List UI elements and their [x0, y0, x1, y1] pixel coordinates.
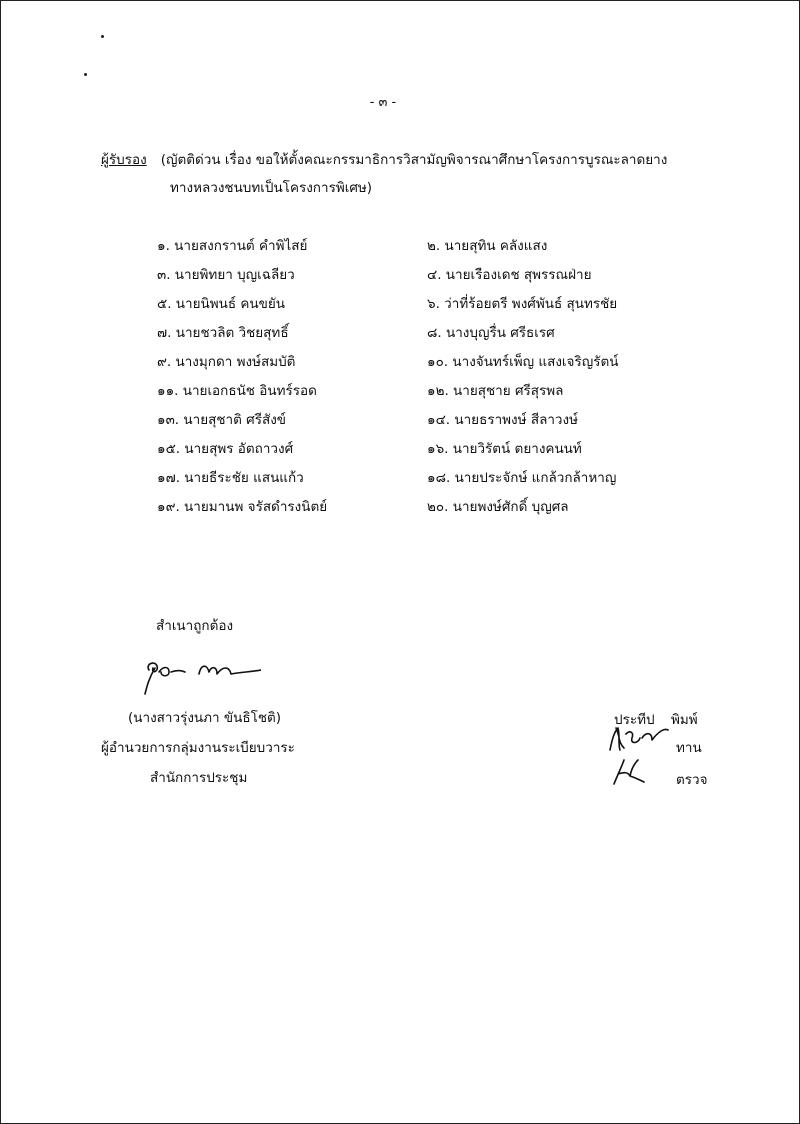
scan-speck: [101, 35, 104, 38]
typist-name: ประทีป: [614, 712, 655, 728]
signatory-item: ๑๒. นายสุชาย ศรีสุรพล: [427, 383, 564, 399]
signatory-item: ๑๑. นายเอกธนัช อินทร์รอด: [157, 383, 317, 399]
certifier-title: ผู้อำนวยการกลุ่มงานระเบียบวาระ: [101, 740, 295, 756]
signatory-item: ๙. นางมุกดา พงษ์สมบัติ: [157, 354, 296, 370]
typist-block: [614, 708, 764, 798]
signatory-item: ๖. ว่าที่ร้อยตรี พงศ์พันธ์ สุนทรชัย: [427, 296, 618, 312]
signatory-item: ๒. นายสุทิน คลังแสง: [427, 238, 548, 254]
signatory-item: ๘. นางบุญรื่น ศรีธเรศ: [427, 325, 555, 341]
signatory-item: ๑๙. นายมานพ จรัสดำรงนิตย์: [157, 499, 328, 515]
handwritten-signature: [141, 650, 261, 698]
signatory-item: ๕. นายนิพนธ์ คนขยัน: [157, 296, 286, 312]
signatory-item: ๑๐. นางจันทร์เพ็ญ แสงเจริญรัตน์: [427, 354, 619, 370]
signatory-item: ๑๔. นายธราพงษ์ สีลาวงษ์: [427, 412, 579, 428]
motion-description-continued: ทางหลวงชนบทเป็นโครงการพิเศษ): [170, 180, 373, 196]
typist-role: พิมพ์: [671, 712, 698, 728]
signatory-item: ๔. นายเรืองเดช สุพรรณฝ่าย: [427, 267, 592, 283]
signatory-item: ๑๖. นายวิรัตน์ ตยางคนนท์: [427, 441, 582, 457]
endorsers-label: ผู้รับรอง: [101, 152, 147, 168]
page-number: - ๓ -: [369, 95, 397, 110]
signatory-item: ๒๐. นายพงษ์ศักดิ์ บุญศล: [427, 499, 569, 515]
signatory-item: ๑๗. นายธีระชัย แสนแก้ว: [157, 470, 304, 486]
certifier-name: (นางสาวรุ่งนภา ขันธิโชติ): [128, 710, 282, 726]
proofread-label: ทาน: [676, 740, 702, 756]
signatory-item: ๓. นายพิทยา บุญเฉลียว: [157, 267, 295, 283]
handwritten-initials: [606, 724, 670, 752]
scan-speck: [84, 73, 87, 76]
motion-description: (ญัตติด่วน เรื่อง ขอให้ตั้งคณะกรรมาธิการวิสามัญพิจารณาศึกษาโครงการบูรณะลาดยาง: [160, 152, 668, 168]
certified-copy-label: สำเนาถูกต้อง: [156, 618, 234, 634]
handwritten-initials: [608, 756, 648, 786]
signatory-item: ๗. นายชวลิต วิชยสุทธิ์: [157, 325, 289, 341]
signatory-item: ๑๓. นายสุชาติ ศรีสังข์: [157, 412, 287, 428]
signatory-item: ๑๘. นายประจักษ์ แกล้วกล้าหาญ: [427, 470, 617, 486]
endorsement-header: [101, 146, 681, 202]
signatory-item: ๑๕. นายสุพร อัตถาวงศ์: [157, 441, 294, 457]
checked-label: ตรวจ: [676, 772, 708, 788]
certifier-office: สำนักการประชุม: [150, 770, 248, 786]
signatory-item: ๑. นายสงกรานต์ คำพิไสย์: [157, 238, 308, 254]
signatory-list: [157, 232, 677, 522]
